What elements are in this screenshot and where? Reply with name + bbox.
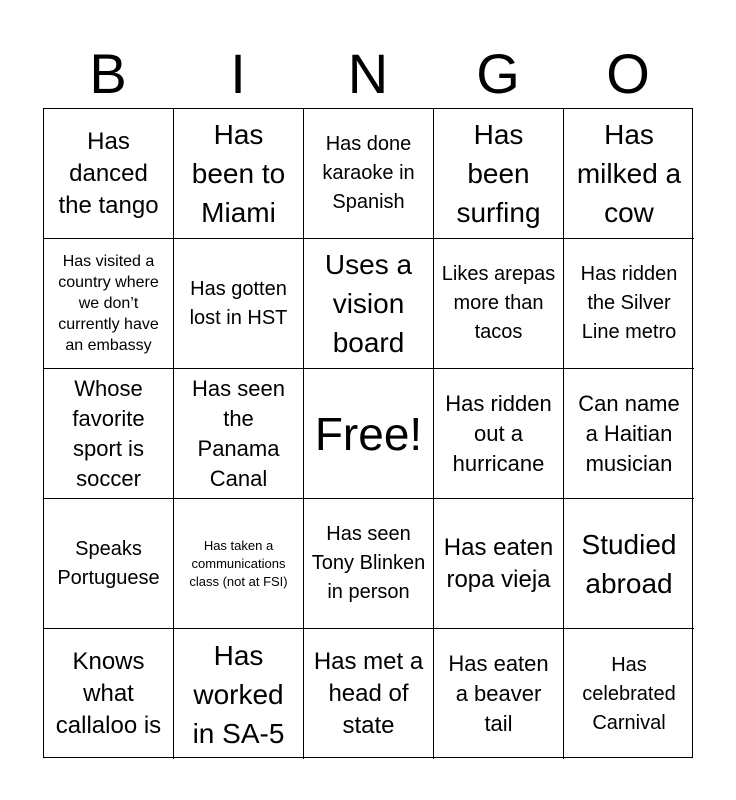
cell-text: Knows what callaloo is [55, 648, 162, 739]
cell-text: Has celebrated Carnival [582, 653, 676, 734]
cell-text: Has met a head of state [313, 648, 424, 739]
bingo-cell[interactable] [564, 239, 694, 369]
bingo-cell[interactable] [44, 239, 174, 369]
bingo-cell[interactable] [304, 629, 434, 759]
header-letter-g: G [476, 42, 520, 105]
bingo-cell[interactable] [44, 499, 174, 629]
cell-text: Likes arepas more than tacos [441, 263, 556, 343]
bingo-cell[interactable] [434, 629, 564, 759]
cell-text: Whose favorite sport is soccer [72, 375, 145, 491]
cell-text: Has milked a cow [576, 119, 682, 228]
cell-text: Has eaten ropa vieja [443, 533, 554, 593]
bingo-cell[interactable] [174, 629, 304, 759]
bingo-cell[interactable] [174, 239, 304, 369]
bingo-cell[interactable] [174, 369, 304, 499]
bingo-cell[interactable] [564, 109, 694, 239]
cell-text: Has ridden the Silver Line metro [580, 263, 678, 343]
cell-text: Has worked in SA-5 [192, 639, 285, 749]
cell-text: Has seen Tony Blinken in person [311, 523, 426, 603]
bingo-cell[interactable] [564, 499, 694, 629]
header-letter-o: O [606, 42, 650, 105]
cell-text: Free! [314, 407, 423, 460]
bingo-header [43, 40, 693, 108]
bingo-cell[interactable] [434, 369, 564, 499]
cell-text: Has seen the Panama Canal [192, 375, 285, 491]
bingo-cell[interactable] [434, 109, 564, 239]
bingo-cell[interactable] [174, 109, 304, 239]
bingo-cell[interactable] [44, 629, 174, 759]
cell-text: Has been surfing [456, 119, 541, 228]
cell-text: Has ridden out a hurricane [445, 390, 552, 476]
cell-text: Has danced the tango [58, 127, 159, 219]
bingo-cell[interactable] [304, 239, 434, 369]
cell-text: Has done karaoke in Spanish [322, 133, 415, 213]
bingo-card-grid [43, 108, 693, 758]
cell-text: Has been to Miami [191, 119, 286, 228]
bingo-cell[interactable] [564, 369, 694, 499]
cell-text: Has gotten lost in HST [189, 277, 288, 329]
cell-text: Speaks Portuguese [57, 537, 160, 589]
cell-text: Has visited a country where we don’t currently have an embassy [58, 253, 159, 354]
header-letter-b: B [89, 42, 127, 105]
header-letter-i: I [230, 42, 246, 105]
bingo-cell[interactable] [44, 109, 174, 239]
bingo-cell-free[interactable] [304, 369, 434, 499]
bingo-cell[interactable] [434, 499, 564, 629]
bingo-cell[interactable] [434, 239, 564, 369]
bingo-cell[interactable] [44, 369, 174, 499]
cell-text: Has taken a communications class (not at FSI) [189, 537, 288, 589]
bingo-cell[interactable] [174, 499, 304, 629]
bingo-cell[interactable] [304, 109, 434, 239]
header-letter-n: N [347, 42, 389, 105]
cell-text: Uses a vision board [324, 249, 413, 358]
cell-text: Studied abroad [581, 528, 677, 599]
cell-text: Can name a Haitian musician [578, 390, 680, 476]
cell-text: Has eaten a beaver tail [448, 651, 549, 736]
bingo-cell[interactable] [304, 499, 434, 629]
bingo-cell[interactable] [564, 629, 694, 759]
